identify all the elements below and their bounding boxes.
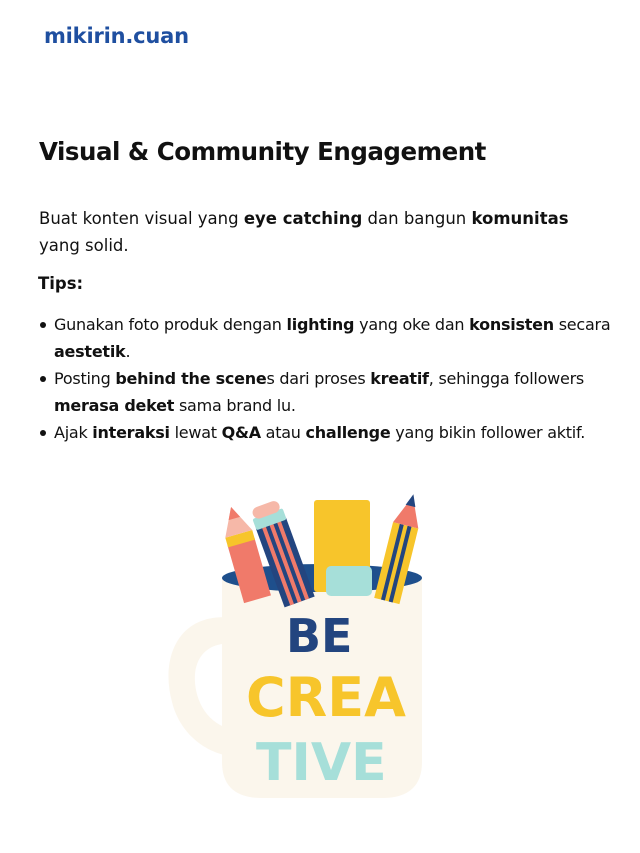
tip-bold: lighting: [286, 315, 355, 334]
tip-text: Posting: [54, 369, 116, 388]
tip-text: yang bikin follower aktif.: [390, 423, 586, 442]
intro-paragraph: [39, 205, 599, 259]
tip-bold: aestetik: [54, 342, 126, 361]
tips-list: [39, 311, 639, 446]
tip-text: , sehingga followers: [428, 369, 584, 388]
brand-logo: mikirin.cuan: [44, 24, 189, 48]
tip-text: atau: [260, 423, 306, 442]
intro-bold-1: eye catching: [243, 209, 363, 228]
mug-text-tive: TIVE: [256, 733, 387, 793]
intro-bold-2: komunitas: [471, 209, 569, 228]
tip-item-behind-the-scenes: [39, 365, 639, 419]
tip-text: lewat: [169, 423, 222, 442]
tip-text: yang oke dan: [354, 315, 470, 334]
page-title: Visual & Community Engagement: [39, 137, 486, 166]
intro-text-1: Buat konten visual yang: [39, 209, 244, 228]
tip-item-lighting: [39, 311, 639, 365]
be-creative-mug-illustration: [160, 480, 480, 810]
tip-bold: Q&A: [221, 423, 261, 442]
tip-bold: konsisten: [469, 315, 554, 334]
tip-bold: behind the scene: [115, 369, 267, 388]
tip-bold: merasa deket: [54, 396, 175, 415]
teal-eraser-icon: [326, 566, 372, 596]
tip-bold: challenge: [305, 423, 391, 442]
tip-bold: interaksi: [92, 423, 170, 442]
tip-text: secara: [553, 315, 611, 334]
intro-text-2: dan bangun: [362, 209, 472, 228]
tip-bold: kreatif: [370, 369, 429, 388]
tip-text: Gunakan foto produk dengan: [54, 315, 287, 334]
intro-text-3: yang solid.: [39, 236, 129, 255]
mug-text-be: BE: [286, 609, 353, 663]
tip-text: sama brand lu.: [174, 396, 296, 415]
tip-text: Ajak: [54, 423, 93, 442]
mug-text-crea: CREA: [246, 666, 406, 729]
tips-label: Tips:: [38, 274, 84, 293]
tip-item-interaction: [39, 419, 639, 446]
tip-text: s dari proses: [266, 369, 371, 388]
tip-text: .: [125, 342, 131, 361]
